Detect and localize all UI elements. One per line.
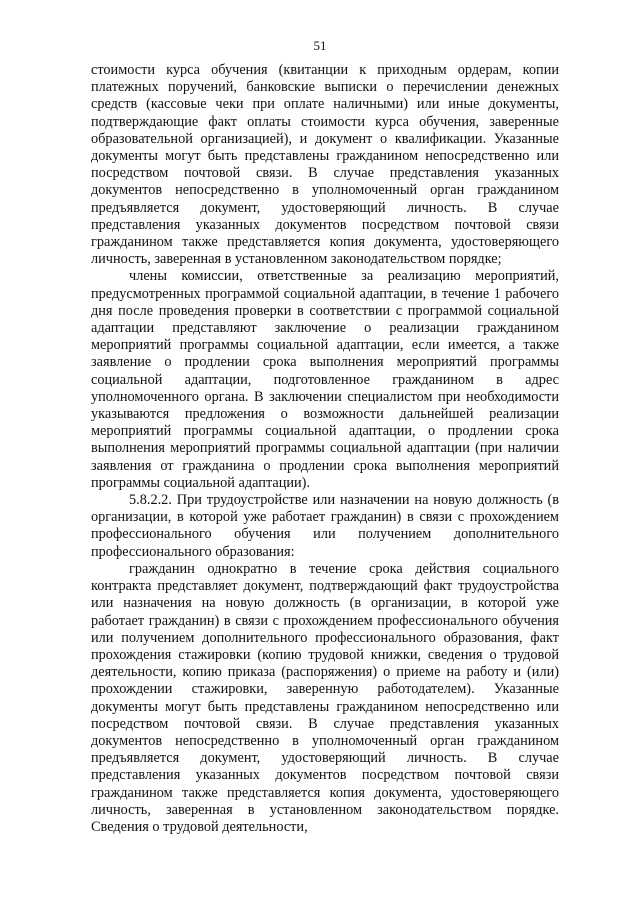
paragraph: гражданин однократно в течение срока действия социального контракта представляет документ, подтверждающий факт трудоустройства или назначения на новую должность (в организации, в которой уже работает гражданин) в связи с прохождением профессионального обучения или получением дополнительного профессионального образования, факт прохождения стажировки (копию трудовой книжки, сведения о трудовой деятельности, копию приказа (распоряжения) о приеме на работу и (или) прохождении стажировки, заверенную работодателем). Указанные документы могут быть представлены гражданином непосредственно или посредством почтовой связи. В случае представления указанных документов непосредственно в уполномоченный орган гражданином предъявляется документ, удостоверяющий личность. В случае представления указанных документов посредством почтовой связи гражданином также представляется копия документа, удостоверяющего личность, заверенная в установленном законодательством порядке. Сведения о трудовой деятельности, (91, 560, 559, 835)
paragraph: стоимости курса обучения (квитанции к приходным ордерам, копии платежных поручений, банковские выписки о перечислении денежных средств (кассовые чеки при оплате наличными) или иные документы, подтверждающие факт оплаты стоимости курса обучения, заверенные образовательной организацией), и документ о квалификации. Указанные документы могут быть представлены гражданином непосредственно или посредством почтовой связи. В случае представления указанных документов непосредственно в уполномоченный орган гражданином предъявляется документ, удостоверяющий личность. В случае представления указанных документов посредством почтовой связи гражданином также представляется копия документа, удостоверяющего личность, заверенная в установленном законодательством порядке; (91, 62, 559, 268)
paragraph: члены комиссии, ответственные за реализацию мероприятий, предусмотренных программой социальной адаптации, в течение 1 рабочего дня после проведения проверки в соответствии с программой социальной адаптации представляют заключение о реализации гражданином мероприятий программы социальной адаптации, если имеется, а также заявление о продлении срока выполнения мероприятий программы социальной адаптации, подготовленное гражданином в адрес уполномоченного органа. В заключении специалистом при необходимости указываются предложения о возможности дальнейшей реализации мероприятий программы социальной адаптации, о продлении срока выполнения мероприятий программы социальной адаптации (при наличии заявления от гражданина о продлении срока выполнения мероприятий программы социальной адаптации). (91, 268, 559, 491)
page-number: 51 (313, 38, 327, 53)
document-body (91, 62, 559, 836)
paragraph: 5.8.2.2. При трудоустройстве или назначении на новую должность (в организации, в которой уже работает гражданин) в связи с прохождением профессионального обучения или получением дополнительного профессионального образования: (91, 492, 559, 560)
